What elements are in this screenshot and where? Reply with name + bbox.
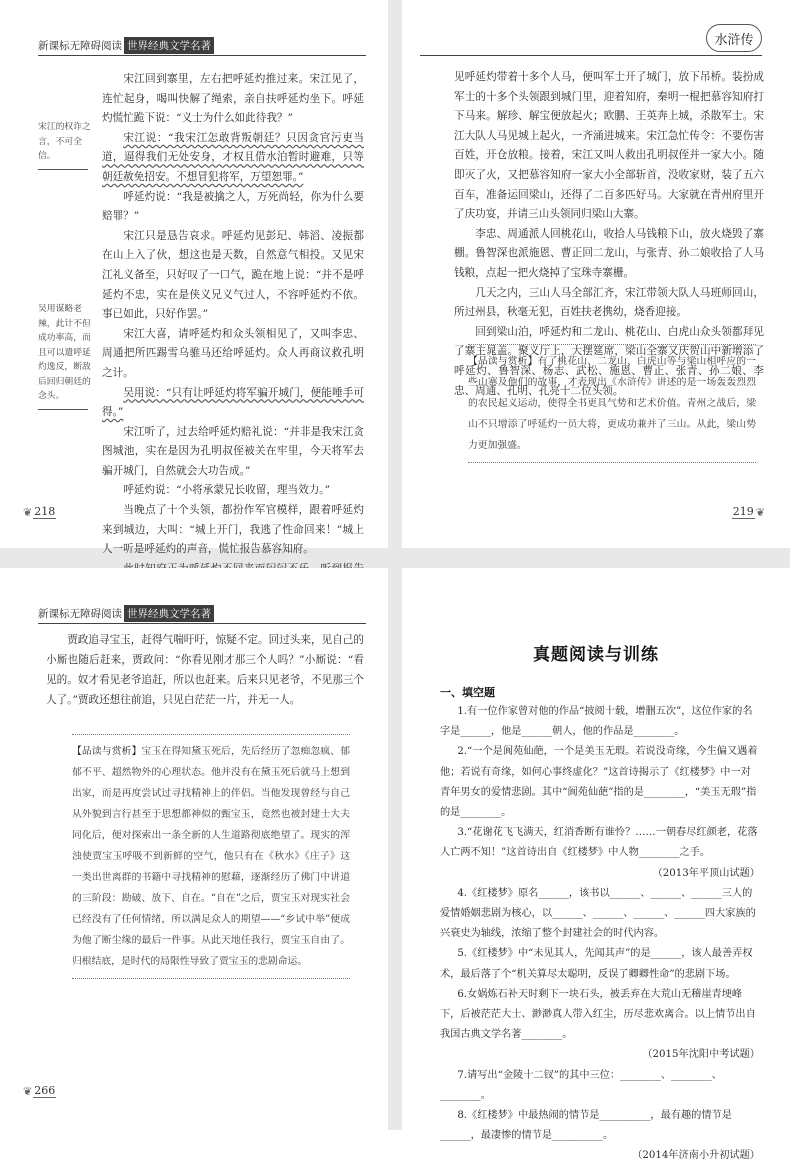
paragraph-underlined: 吴用说：“只有让呼延灼将军骗开城门，便能唾手可得。” <box>102 386 364 419</box>
header-rule <box>420 55 762 56</box>
page-number-value: 219 <box>732 505 754 518</box>
series-tag: 世界经典文学名著 <box>124 605 214 622</box>
exercise-title: 真题阅读与训练 <box>533 645 659 665</box>
series-name: 新课标无障碍阅读 <box>38 39 122 52</box>
question-source: （2014年济南小升初试题） <box>632 1150 760 1162</box>
page-218 <box>0 0 388 556</box>
paragraph: 见呼延灼带着十多个人马，便叫军士开了城门，放下吊桥。装扮成军士的十多个头领跟到城门里，迎着知府，秦明一棍把慕容知府打下马来。解珍、解宝便放起火；欧鹏、王英奔上城，杀散军士。宋江大队人马见城上起火，一齐涌进城来。宋江急忙传令：不要伤害百姓，开仓放粮。接着，宋江又叫人救出孔明叔侄并一家大小。随即灭了火，又把慕容知府一家大小全部斩首，没收家财，装了五六百车，准备运回梁山，还得了二百多匹好马。大家就在青州府里开了庆功宴，并请三山头领同归梁山大寨。 <box>454 71 764 221</box>
exercise-page <box>402 568 790 1162</box>
paragraph-underlined: 宋江说：“我宋江怎敢背叛朝廷？只因贪官污吏当道，逼得我们无处安身，才权且借水泊暂时避难，只等朝廷赦免招安。不想冒犯将军，万望恕罪。” <box>102 131 364 183</box>
paragraph: 当晚点了十个头领，都扮作军官模样，跟着呼延灼来到城边，大叫：“城上开门，我逃了性命回来！”城上人一听是呼延灼的声音，慌忙报告慕容知府。 <box>102 504 364 556</box>
page-266 <box>0 568 388 1130</box>
running-header <box>38 37 214 53</box>
appreciation-text: 有了桃花山、二龙山、白虎山等与梁山相呼应的一些山寨及他们的故事，才表现出《水浒传》讲述的是一场轰轰烈烈的农民起义运动，使得全书更具气势和艺术价值。青州之战后，梁山不只增添了呼延灼一员大将，更成功兼并了三山。从此，梁山势力更加强盛。 <box>468 356 757 451</box>
side-note-rule <box>38 169 88 170</box>
paragraph: 回到梁山泊，呼延灼和二龙山、桃花山、白虎山众头领都拜见了寨主晁盖。聚义厅上，大摆筵席，梁山全寨又庆贺山中新增添了呼延灼、鲁智深、杨志、武松、施恩、曹正、张青、孙二娘、李忠、周通、孔明、孔亮十二位头领。 <box>454 325 764 397</box>
header-rule <box>38 623 366 624</box>
appreciation-text: 宝玉在得知黛玉死后，先后经历了忽痴忽疯、郁郁不平、超然物外的心理状态。他并没有在黛玉死后就马上想到出家，而是再度尝试过寻找精神上的伴侣。当他发现曾经与自己从外貌到言行甚至于思想都神似的甄宝玉，竟然也被封建士大夫同化后，便对探索出一条全新的人生道路彻底绝望了。现实的浑浊使贾宝玉呼吸不到新鲜的空气，他只有在《秋水》《庄子》这一类出世离群的书籍中寻找精神的慰藉，逐渐经历了佛门中讲道的三阶段：勘破、放下、自在。“自在”之后，贾宝玉对现实社会已经没有了任何情绪，所以满足众人的期望——“乡试中举”便成为他了断尘缘的最后一件事。从此天地任我行，贾宝玉自由了。归根结底，是时代的局限性导致了贾宝玉的悲剧命运。 <box>72 746 351 967</box>
book-title: 水浒传 <box>714 32 754 48</box>
running-header <box>38 605 214 621</box>
page-number <box>732 505 766 519</box>
side-note-text: 吴用谋略老辣，此计不但成功率高，而且可以遣呼延灼逸反，断敌后回归朝廷的念头。 <box>38 304 91 401</box>
page-number <box>22 505 56 519</box>
side-note-1 <box>38 120 92 170</box>
paragraph: 呼延灼说：“小将承蒙兄长收留，理当效力。” <box>123 484 330 497</box>
question-item: 2.“一个是阆苑仙葩，一个是美玉无瑕。若说没奇缘，今生偏又遇着他；若说有奇缘，如何心事终虚化？”这首诗揭示了《红楼梦》中一对青年男女的爱情悲剧。其中“阆苑仙葩”指的是________，“美玉无瑕”指的是________。 <box>440 746 758 819</box>
page-219 <box>402 0 790 548</box>
paragraph: 宋江只是恳告哀求。呼延灼见彭玘、韩滔、凌振都在山上入了伙，想这也是天数，自然意气相投。又见宋江礼义备至，只好叹了一口气，跪在地上说：“并不是呼延灼不忠，实在是侠义兄义气过人，不容呼延灼不依。事已如此，只好作罢。” <box>102 229 364 321</box>
laurel-right-icon: ❦ <box>755 505 765 519</box>
main-text <box>102 70 364 599</box>
series-name: 新课标无障碍阅读 <box>38 607 122 620</box>
question-list <box>440 702 760 1167</box>
side-note-rule <box>38 409 88 410</box>
paragraph: 李忠、周通派人回桃花山，收拾人马钱粮下山，放火烧毁了寨棚。鲁智深也派施恩、曹正回二龙山，与张青、孙二娘收拾了人马钱粮，点起一把火烧掉了宝珠寺寨栅。 <box>454 227 764 279</box>
laurel-left-icon: ❦ <box>23 505 33 519</box>
laurel-left-icon: ❦ <box>23 1084 33 1098</box>
question-item: 4.《红楼梦》原名______，该书以______、______、______三人的爱情婚姻悲剧为核心，以______、______、______、______四大家族的兴衰史为轴线，浓缩了整个封建社会的时代内容。 <box>440 887 756 940</box>
question-item: 3.“花谢花飞飞满天，红消香断有谁怜？……一朝春尽红颜老，花落人亡两不知！”这首诗出自《红楼梦》中人物________之手。 <box>440 827 758 859</box>
main-text <box>46 630 364 710</box>
question-item: 5.《红楼梦》中“未见其人，先闻其声”的是______，该人最善弄权术，最后落了个“机关算尽太聪明，反误了卿卿性命”的悲剧下场。 <box>440 948 753 980</box>
appreciation-box <box>468 344 756 463</box>
appreciation-label: 【品读与赏析】 <box>468 356 538 367</box>
side-note-2 <box>38 302 92 410</box>
section-heading: 一、填空题 <box>440 686 495 699</box>
side-note-text: 宋江的权诈之言，不可全信。 <box>38 122 91 161</box>
book-title-badge <box>706 24 762 52</box>
appreciation-label: 【品读与赏析】 <box>72 746 142 757</box>
paragraph: 宋江大喜，请呼延灼和众头领相见了，又叫李忠、周通把所匹踢雪乌骓马还给呼延灼。众人再商议救孔明之计。 <box>102 327 364 379</box>
question-item: 7.请写出“金陵十二钗”的其中三位：________、________、________。 <box>440 1069 722 1101</box>
question-source: （2015年沈阳中考试题） <box>642 1049 760 1061</box>
question-item: 8.《红楼梦》中最热闹的情节是__________，最有趣的情节是______，最凄惨的情节是__________。 <box>440 1110 732 1142</box>
paragraph: 宋江回到寨里，左右把呼延灼推过来。宋江见了，连忙起身，喝叫快解了绳索，亲自扶呼延灼坐下。呼延灼慌忙跪下说：“义士为什么如此待我？” <box>102 73 364 125</box>
paragraph: 贾政追寻宝玉，赶得气喘吁吁，惊疑不定。回过头来，见自己的小厮也随后赶来，贾政问：“你看见刚才那三个人吗？”小厮说：“看见的。奴才看见老爷追赶，所以也赶来。后来只见老爷，不见那三个人了。”贾政还想往前追，只见白茫茫一片，并无一人。 <box>46 634 364 706</box>
series-tag: 世界经典文学名著 <box>124 37 214 54</box>
appreciation-box <box>72 734 350 979</box>
paragraph: 呼延灼说：“我是被擒之人，万死尚轻，你为什么要赔罪？” <box>102 190 364 223</box>
question-item: 6.女娲炼石补天时剩下一块石头，被丢弃在大荒山无稽崖青埂峰下，后被茫茫大士、渺渺真人带入红尘，历尽悲欢离合。以上情节出自我国古典文学名著________。 <box>440 988 756 1041</box>
question-item: 1.有一位作家曾对他的作品“披阅十载，增删五次”，这位作家的名字是______，他是______朝人，他的作品是________。 <box>440 706 753 738</box>
page-number <box>22 1084 56 1098</box>
question-source: （2013年平顶山试题） <box>652 867 760 879</box>
paragraph: 宋江听了，过去给呼延灼赔礼说：“并非是我宋江贪图城池，实在是因为孔明叔侄被关在牢里，今天将军去骗开城门，自然就会大功告成。” <box>102 425 364 477</box>
header-rule <box>38 55 366 56</box>
paragraph: 几天之内，三山人马全部汇齐，宋江带领大队人马班师回山，所过州县，秋毫无犯，百姓扶老携幼，烧香迎接。 <box>454 286 764 319</box>
page-number-value: 218 <box>34 505 56 518</box>
page-number-value: 266 <box>34 1084 56 1097</box>
